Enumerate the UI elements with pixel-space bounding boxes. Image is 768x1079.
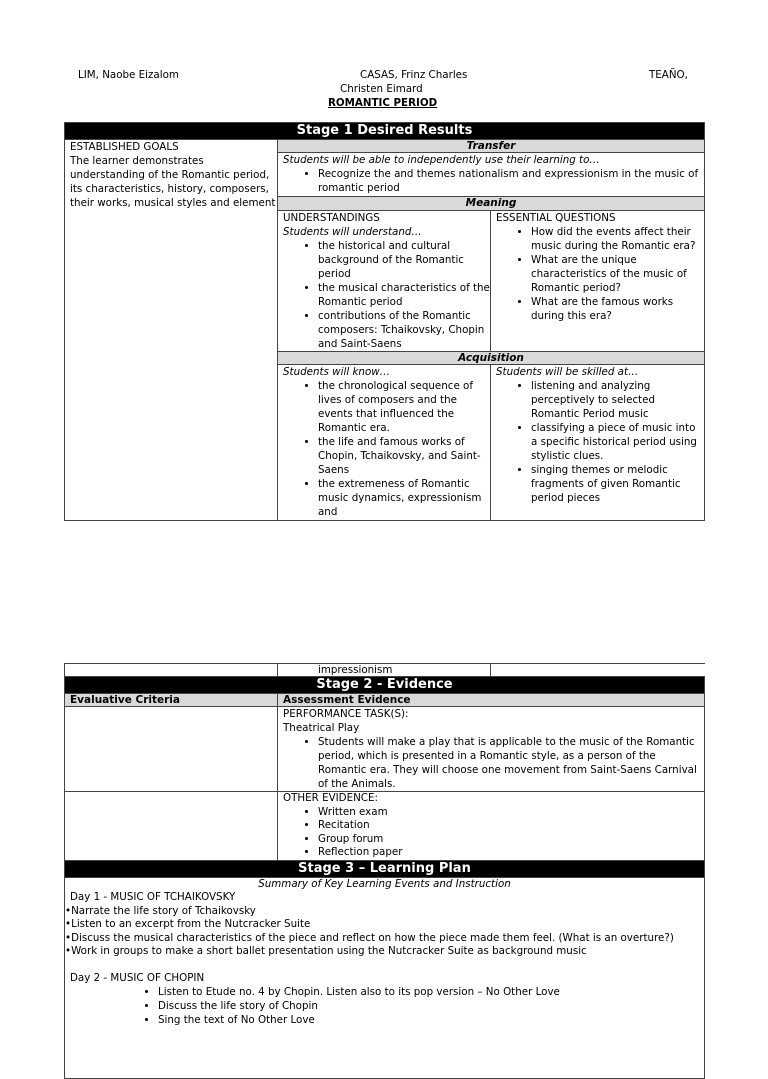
meaning-label: Meaning bbox=[278, 197, 705, 210]
students-skilled-cell bbox=[491, 365, 705, 521]
list-item: • Reflection paper bbox=[318, 846, 704, 860]
list-item: • singing themes or melodic fragments of given Romantic period pieces bbox=[531, 463, 704, 505]
list-item: • the musical characteristics of the Romantic period bbox=[318, 281, 490, 309]
list-item: • Sing the text of No Other Love bbox=[158, 1013, 704, 1027]
acquisition-label: Acquisition bbox=[278, 351, 705, 364]
established-goals-label: ESTABLISHED GOALS bbox=[70, 141, 179, 153]
day1-item: •Discuss the musical characteristics of the piece and reflect on how the piece made them feel. (What is an overture?) bbox=[65, 931, 674, 944]
continued-empty-cell-right bbox=[491, 664, 705, 677]
day1-title: Day 1 - MUSIC OF TCHAIKOVSKY bbox=[70, 891, 236, 903]
author-name-1: LIM, Naobe Eizalom bbox=[78, 69, 179, 81]
stage1-title: Stage 1 Desired Results bbox=[65, 123, 705, 140]
performance-task-cell bbox=[278, 707, 705, 792]
other-evidence-label: OTHER EVIDENCE: bbox=[283, 792, 378, 804]
author-name-4: Christen Eimard bbox=[340, 83, 423, 95]
essential-questions-cell bbox=[491, 210, 705, 351]
stage2-stage3-table bbox=[64, 663, 705, 1079]
list-item: • classifying a piece of music into a specific historical period using stylistic clues. bbox=[531, 421, 704, 463]
stage1-table bbox=[64, 122, 705, 521]
performance-task-list bbox=[283, 735, 704, 791]
established-goals-text: The learner demonstrates understanding of the Romantic period, its characteristics, history, composers, their works, musical styles and element bbox=[70, 155, 276, 209]
list-item: • Recitation bbox=[318, 819, 704, 833]
students-know-cell bbox=[278, 365, 491, 521]
transfer-intro: Students will be able to independently use their learning to… bbox=[283, 154, 600, 167]
list-item: • the extremeness of Romantic music dynamics, expressionism and bbox=[318, 477, 490, 519]
understandings-cell bbox=[278, 210, 491, 351]
stage3-title: Stage 3 – Learning Plan bbox=[65, 860, 705, 877]
list-item: • the life and famous works of Chopin, Tchaikovsky, and Saint-Saens bbox=[318, 435, 490, 477]
established-goals-cell bbox=[65, 140, 278, 521]
performance-task-name: Theatrical Play bbox=[283, 722, 360, 734]
performance-task-label: PERFORMANCE TASK(S): bbox=[283, 708, 409, 720]
essential-questions-label: ESSENTIAL QUESTIONS bbox=[496, 211, 616, 224]
other-evidence-cell bbox=[278, 792, 705, 861]
essential-questions-list bbox=[496, 225, 704, 323]
transfer-label: Transfer bbox=[278, 140, 705, 153]
author-name-3: TEAÑO, bbox=[649, 69, 688, 81]
list-item: • Discuss the life story of Chopin bbox=[158, 999, 704, 1013]
learning-plan-summary: Summary of Key Learning Events and Instruction bbox=[258, 877, 511, 890]
spacer bbox=[65, 959, 704, 972]
list-item: • listening and analyzing perceptively to selected Romantic Period music bbox=[531, 379, 704, 421]
assessment-evidence-label: Assessment Evidence bbox=[278, 694, 705, 707]
list-item: • Listen to Etude no. 4 by Chopin. Listen also to its pop version – No Other Love bbox=[158, 985, 704, 999]
list-item: • What are the famous works during this era? bbox=[531, 295, 704, 323]
day1-item: •Work in groups to make a short ballet presentation using the Nutcracker Suite as background music bbox=[65, 945, 587, 957]
list-item: • contributions of the Romantic composers: Tchaikovsky, Chopin and Saint-Saens bbox=[318, 309, 490, 351]
list-item: • Students will make a play that is applicable to the music of the Romantic period, which is presented in a Romantic style, as a person of the Romantic era. They will choose one movement from Saint-Saens Carnival of the Animals. bbox=[318, 735, 704, 791]
day2-title: Day 2 - MUSIC OF CHOPIN bbox=[70, 971, 205, 984]
learning-plan-cell bbox=[65, 877, 705, 1078]
list-item: • Written exam bbox=[318, 806, 704, 820]
continued-empty-cell bbox=[65, 664, 278, 677]
transfer-list bbox=[283, 167, 704, 195]
list-item: • the historical and cultural background of the Romantic period bbox=[318, 239, 490, 281]
other-evidence-list bbox=[283, 806, 704, 860]
list-item: • the chronological sequence of lives of composers and the events that influenced the Romantic era. bbox=[318, 379, 490, 435]
stage2-title: Stage 2 - Evidence bbox=[65, 677, 705, 694]
author-name-2: CASAS, Frinz Charles bbox=[360, 69, 468, 81]
transfer-cell bbox=[278, 153, 705, 197]
list-item: • How did the events affect their music during the Romantic era? bbox=[531, 225, 704, 253]
understandings-label: UNDERSTANDINGS bbox=[283, 211, 380, 224]
criteria-cell-1 bbox=[65, 707, 278, 792]
evaluative-criteria-label: Evaluative Criteria bbox=[65, 694, 278, 707]
list-item: • Recognize the and themes nationalism and expressionism in the music of romantic period bbox=[318, 167, 704, 195]
students-skilled-list bbox=[496, 379, 704, 505]
students-know-list bbox=[283, 379, 490, 519]
day1-item: •Narrate the life story of Tchaikovsky bbox=[65, 904, 256, 917]
understandings-intro: Students will understand… bbox=[283, 225, 422, 238]
continued-text: impressionism bbox=[278, 664, 491, 677]
students-know-intro: Students will know… bbox=[283, 366, 390, 378]
understandings-list bbox=[283, 239, 490, 351]
list-item: • Group forum bbox=[318, 833, 704, 847]
list-item: • What are the unique characteristics of the music of Romantic period? bbox=[531, 253, 704, 295]
day1-item: •Listen to an excerpt from the Nutcracker Suite bbox=[65, 918, 311, 930]
students-skilled-intro: Students will be skilled at… bbox=[496, 366, 639, 378]
document-title: ROMANTIC PERIOD bbox=[328, 97, 438, 109]
criteria-cell-2 bbox=[65, 792, 278, 861]
day2-list bbox=[65, 985, 704, 1027]
